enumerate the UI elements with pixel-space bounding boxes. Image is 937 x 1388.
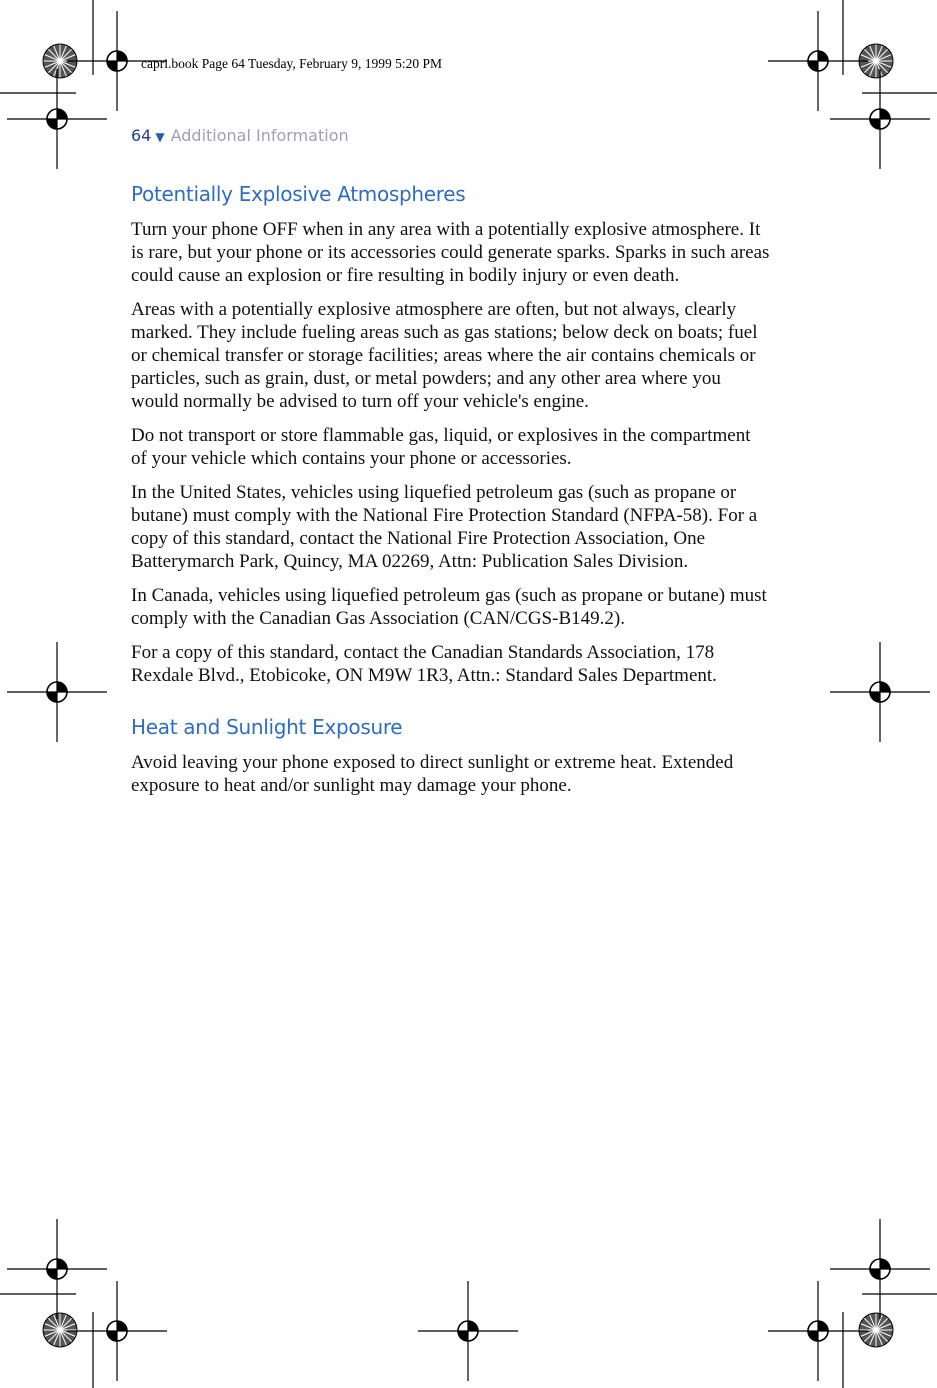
running-head — [131, 126, 349, 145]
registration-target-icon — [768, 11, 868, 111]
heading-explosive-atmospheres: Potentially Explosive Atmospheres — [131, 182, 466, 206]
registration-target-icon — [7, 1219, 107, 1319]
paragraph: Turn your phone OFF when in any area with a potentially explosive atmosphere. It is rare, but your phone or its accessories could generate sparks. Sparks in such areas could cause an explosion or fire resulting in bodily injury or even death. — [131, 219, 770, 286]
page-content — [131, 180, 771, 808]
paragraph: Avoid leaving your phone exposed to direct sunlight or extreme heat. Extended exposure to heat and/or sunlight may damage your phone. — [131, 752, 734, 796]
page-number: 64 — [131, 126, 152, 145]
down-triangle-icon: ▼ — [155, 130, 165, 144]
paragraph: Areas with a potentially explosive atmosphere are often, but not always, clearly marked. They include fueling areas such as gas stations; below deck on boats; fuel or chemical transfer or storage facilities; areas where the air contains chemicals or particles, such as grain, dust, or metal powders; and any other area where you would normally be advised to turn off your vehicle's engine. — [131, 299, 758, 412]
paragraph: For a copy of this standard, contact the Canadian Standards Association, 178 Rexdale Blvd., Etobicoke, ON M9W 1R3, Attn.: Standard Sales Department. — [131, 642, 717, 686]
registration-target-icon — [768, 1281, 868, 1381]
registration-target-icon — [67, 1281, 167, 1381]
paragraph: In Canada, vehicles using liquefied petroleum gas (such as propane or butane) must comply with the Canadian Gas Association (CAN/CGS-B149.2). — [131, 585, 767, 629]
registration-target-icon — [830, 69, 930, 169]
star-target-icon — [43, 1313, 77, 1347]
print-slug: capri.book Page 64 Tuesday, February 9, 1999 5:20 PM — [141, 56, 442, 71]
registration-target-icon — [830, 1219, 930, 1319]
paragraph: In the United States, vehicles using liquefied petroleum gas (such as propane or butane) must comply with the National Fire Protection Standard (NFPA-58). For a copy of this standard, contact the National Fire Protection Association, One Batterymarch Park, Quincy, MA 02269, Attn: Publication Sales Division. — [131, 482, 758, 572]
paragraph: Do not transport or store flammable gas, liquid, or explosives in the compartment of your vehicle which contains your phone or accessories. — [131, 425, 751, 469]
heading-heat-sunlight: Heat and Sunlight Exposure — [131, 715, 403, 739]
registration-target-icon — [7, 69, 107, 169]
registration-target-icon — [418, 1281, 518, 1381]
section-title: Additional Information — [170, 126, 349, 145]
top-crop-marks — [0, 0, 937, 93]
registration-target-icon — [7, 642, 107, 742]
registration-target-icon — [830, 642, 930, 742]
star-target-icon — [859, 1313, 893, 1347]
